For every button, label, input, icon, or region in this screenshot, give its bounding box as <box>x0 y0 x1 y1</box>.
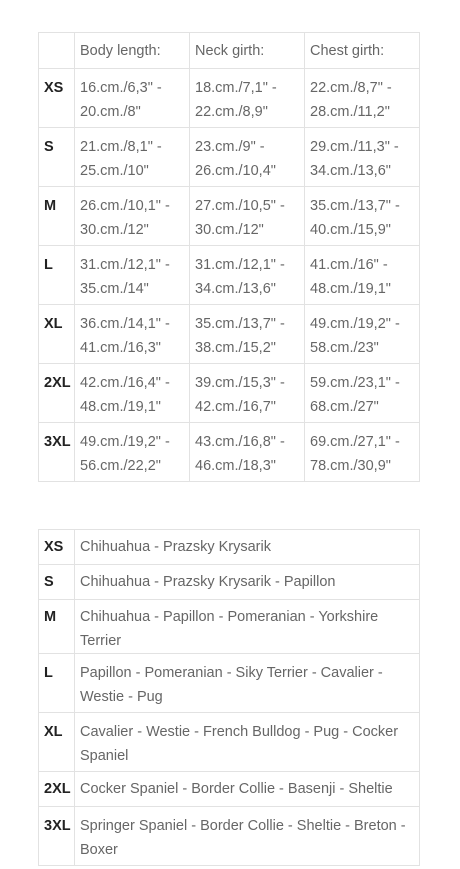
size-label: S <box>39 128 75 187</box>
table-row <box>39 807 420 866</box>
range-end: 58.cm./23" <box>310 340 379 356</box>
breeds-line: Chihuahua - Prazsky Krysarik - Papillon <box>80 574 336 590</box>
table-row <box>39 69 420 128</box>
size-label: 2XL <box>39 772 75 807</box>
neck-girth-cell <box>190 187 305 246</box>
neck-girth-cell <box>190 246 305 305</box>
range-end: 48.cm./19,1" <box>80 399 161 415</box>
breeds-cell <box>75 565 420 600</box>
range-start: 49.cm./19,2" - <box>310 316 400 332</box>
range-end: 46.cm./18,3" <box>195 458 276 474</box>
size-label: XL <box>39 305 75 364</box>
size-label: L <box>39 246 75 305</box>
breeds-line: Cocker Spaniel - Border Collie - Basenji - Sheltie <box>80 781 393 797</box>
chest-girth-cell <box>305 423 420 482</box>
header-chest-girth: Chest girth: <box>305 33 420 69</box>
body-length-cell <box>75 128 190 187</box>
body-length-cell <box>75 364 190 423</box>
table-row <box>39 530 420 565</box>
table-row <box>39 187 420 246</box>
neck-girth-cell <box>190 128 305 187</box>
range-end: 38.cm./15,2" <box>195 340 276 356</box>
range-start: 31.cm./12,1" - <box>80 257 170 273</box>
table-row <box>39 246 420 305</box>
range-start: 43.cm./16,8" - <box>195 434 285 450</box>
range-end: 22.cm./8,9" <box>195 104 268 120</box>
table-header-row <box>39 33 420 69</box>
body-length-cell <box>75 423 190 482</box>
range-end: 20.cm./8" <box>80 104 141 120</box>
range-start: 29.cm./11,3" - <box>310 139 399 155</box>
breeds-cell <box>75 530 420 565</box>
range-end: 78.cm./30,9" <box>310 458 391 474</box>
range-end: 42.cm./16,7" <box>195 399 276 415</box>
range-end: 35.cm./14" <box>80 281 149 297</box>
neck-girth-cell <box>190 305 305 364</box>
range-end: 28.cm./11,2" <box>310 104 390 120</box>
breeds-cell <box>75 654 420 713</box>
header-body-length: Body length: <box>75 33 190 69</box>
chest-girth-cell <box>305 364 420 423</box>
table-row <box>39 654 420 713</box>
size-label: S <box>39 565 75 600</box>
range-start: 18.cm./7,1" - <box>195 80 277 96</box>
breeds-cell <box>75 772 420 807</box>
range-end: 48.cm./19,1" <box>310 281 391 297</box>
range-end: 56.cm./22,2" <box>80 458 161 474</box>
range-start: 69.cm./27,1" - <box>310 434 400 450</box>
chest-girth-cell <box>305 128 420 187</box>
body-length-cell <box>75 305 190 364</box>
range-end: 30.cm./12" <box>80 222 149 238</box>
breeds-line: Papillon - Pomeranian - Siky Terrier - Cavalier - <box>80 665 383 681</box>
breeds-cell <box>75 713 420 772</box>
range-start: 21.cm./8,1" - <box>80 139 162 155</box>
range-end: 34.cm./13,6" <box>310 163 391 179</box>
size-chart-table <box>38 32 420 482</box>
range-end: 26.cm./10,4" <box>195 163 276 179</box>
size-label: M <box>39 187 75 246</box>
body-length-cell <box>75 69 190 128</box>
range-start: 22.cm./8,7" - <box>310 80 392 96</box>
range-start: 49.cm./19,2" - <box>80 434 170 450</box>
table-row <box>39 364 420 423</box>
range-start: 59.cm./23,1" - <box>310 375 400 391</box>
chest-girth-cell <box>305 305 420 364</box>
breeds-line: Springer Spaniel - Border Collie - Sheltie - Breton - <box>80 818 406 834</box>
range-start: 36.cm./14,1" - <box>80 316 170 332</box>
range-end: 30.cm./12" <box>195 222 264 238</box>
breeds-line: Chihuahua - Papillon - Pomeranian - Yorkshire Terrier <box>80 609 379 649</box>
size-label: XS <box>39 530 75 565</box>
range-end: 68.cm./27" <box>310 399 379 415</box>
size-label: XS <box>39 69 75 128</box>
breeds-line: Boxer <box>80 842 118 858</box>
size-label: L <box>39 654 75 713</box>
range-end: 34.cm./13,6" <box>195 281 276 297</box>
table-row <box>39 128 420 187</box>
chest-girth-cell <box>305 69 420 128</box>
range-end: 25.cm./10" <box>80 163 149 179</box>
range-start: 16.cm./6,3" - <box>80 80 162 96</box>
body-length-cell <box>75 246 190 305</box>
size-label: 3XL <box>39 807 75 866</box>
range-start: 39.cm./15,3" - <box>195 375 285 391</box>
range-start: 27.cm./10,5" - <box>195 198 285 214</box>
table-row <box>39 565 420 600</box>
range-start: 23.cm./9" - <box>195 139 265 155</box>
table-row <box>39 772 420 807</box>
body-length-cell <box>75 187 190 246</box>
size-label: XL <box>39 713 75 772</box>
range-start: 35.cm./13,7" - <box>310 198 400 214</box>
breeds-cell <box>75 600 420 654</box>
range-start: 31.cm./12,1" - <box>195 257 285 273</box>
breeds-line: Chihuahua - Prazsky Krysarik <box>80 539 271 555</box>
table-row <box>39 305 420 364</box>
neck-girth-cell <box>190 69 305 128</box>
size-label: M <box>39 600 75 654</box>
size-label: 2XL <box>39 364 75 423</box>
range-start: 35.cm./13,7" - <box>195 316 285 332</box>
chest-girth-cell <box>305 246 420 305</box>
range-end: 40.cm./15,9" <box>310 222 391 238</box>
breeds-cell <box>75 807 420 866</box>
header-neck-girth: Neck girth: <box>190 33 305 69</box>
range-start: 26.cm./10,1" - <box>80 198 170 214</box>
header-size-cell <box>39 33 75 69</box>
range-start: 41.cm./16" - <box>310 257 388 273</box>
breeds-line: Westie - Pug <box>80 689 163 705</box>
neck-girth-cell <box>190 364 305 423</box>
table-row <box>39 713 420 772</box>
range-end: 41.cm./16,3" <box>80 340 161 356</box>
size-label: 3XL <box>39 423 75 482</box>
breeds-line: Cavalier - Westie - French Bulldog - Pug - Cocker <box>80 724 399 740</box>
breed-size-table <box>38 529 420 866</box>
breeds-line: Spaniel <box>80 748 129 764</box>
range-start: 42.cm./16,4" - <box>80 375 170 391</box>
table-row <box>39 423 420 482</box>
chest-girth-cell <box>305 187 420 246</box>
table-row <box>39 600 420 654</box>
neck-girth-cell <box>190 423 305 482</box>
